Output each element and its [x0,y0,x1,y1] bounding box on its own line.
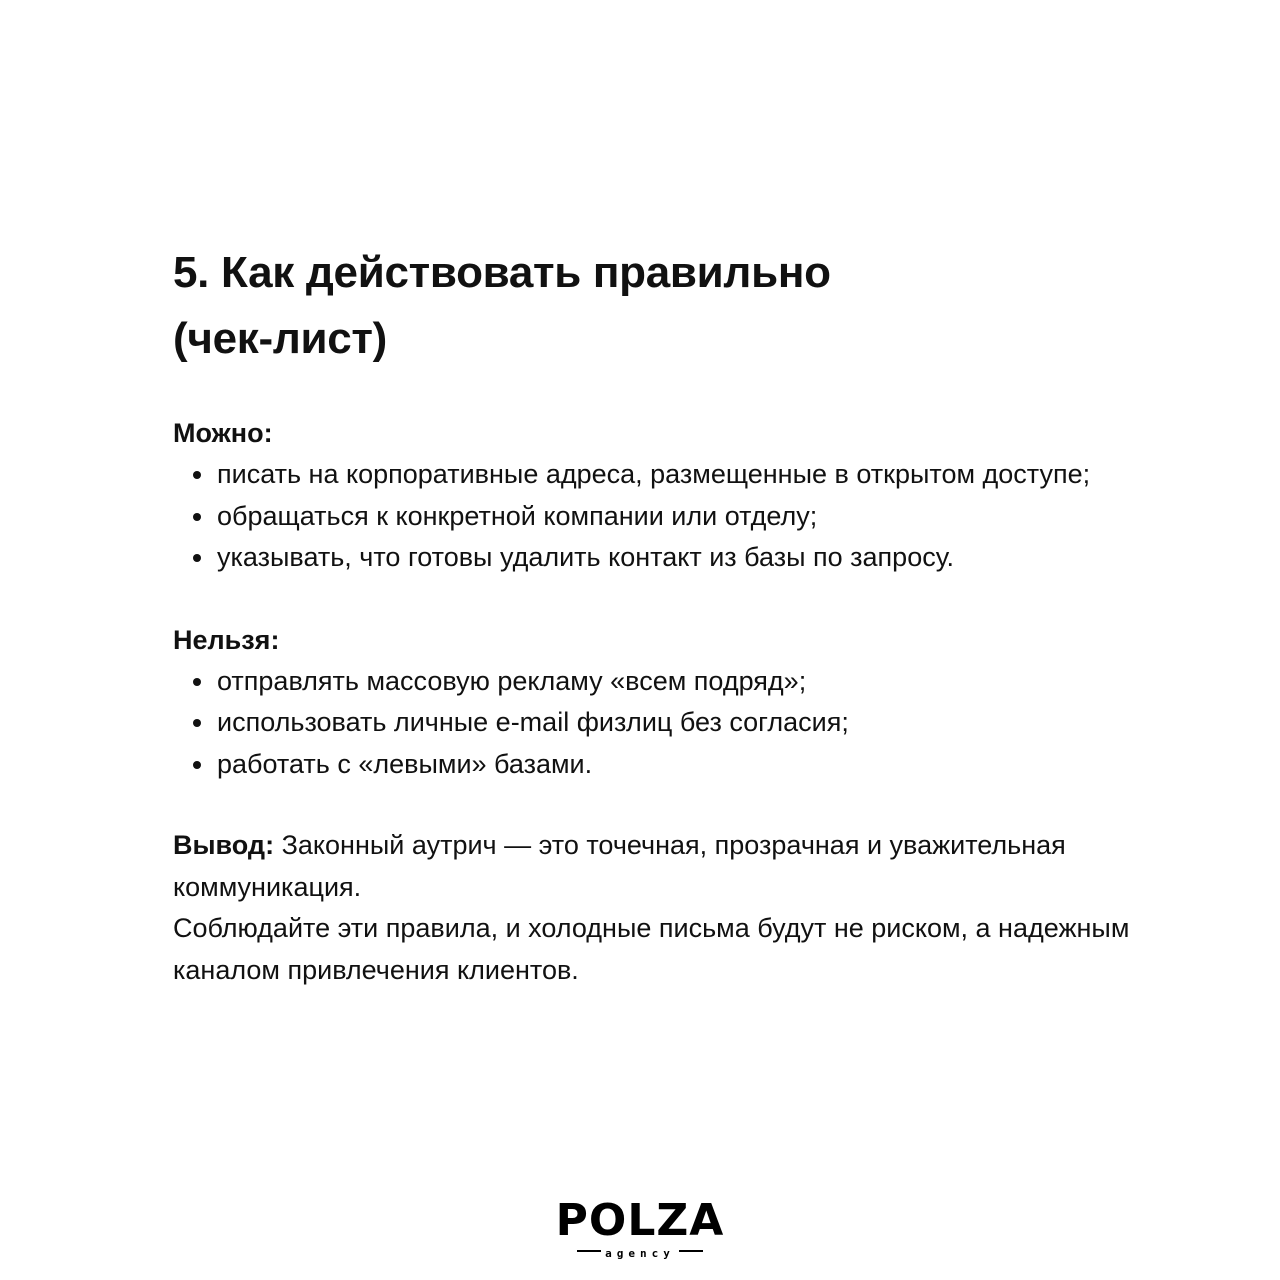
page-title [173,240,1133,372]
logo-wordmark: POLZA [555,1195,725,1246]
bullet-icon [193,513,201,521]
list-item [173,496,1133,538]
list-item-text: указывать, что готовы удалить контакт из базы по запросу. [217,542,955,572]
logo-divider-right [679,1250,703,1252]
brand-logo [545,1195,735,1260]
conclusion-text-2: Соблюдайте эти правила, и холодные письма будут не риском, а надежным каналом привлечения клиентов. [173,913,1130,985]
list-item [173,454,1133,496]
bullet-icon [193,471,201,479]
can-list [173,454,1133,579]
list-item-text: писать на корпоративные адреса, размещенные в открытом доступе; [217,459,1091,489]
logo-subtitle: agency [605,1247,675,1260]
conclusion-paragraph [173,825,1133,991]
title-line-1: 5. Как действовать правильно [173,248,831,297]
bullet-icon [193,554,201,562]
list-item-text: использовать личные e-mail физлиц без согласия; [217,707,849,737]
cannot-label: Нельзя: [173,624,280,655]
can-label: Можно: [173,418,273,448]
list-item [173,702,1133,744]
conclusion-text: Законный аутрич — это точечная, прозрачная и уважительная коммуникация. [173,830,1066,902]
bullet-icon [193,719,201,727]
conclusion-label: Вывод: [173,830,275,860]
cannot-list [173,661,1133,786]
logo-divider-left [577,1250,601,1252]
list-item-text: обращаться к конкретной компании или отделу; [217,500,818,531]
title-line-2: (чек-лист) [173,314,388,363]
bullet-icon [193,678,201,686]
list-item [173,744,1133,786]
list-item [173,661,1133,703]
list-item-text: работать с «левыми» базами. [217,748,593,779]
bullet-icon [193,761,201,769]
slide-content [173,240,1133,991]
logo-subline [545,1244,735,1258]
list-item-text: отправлять массовую рекламу «всем подряд»; [217,665,807,696]
list-item [173,537,1133,579]
